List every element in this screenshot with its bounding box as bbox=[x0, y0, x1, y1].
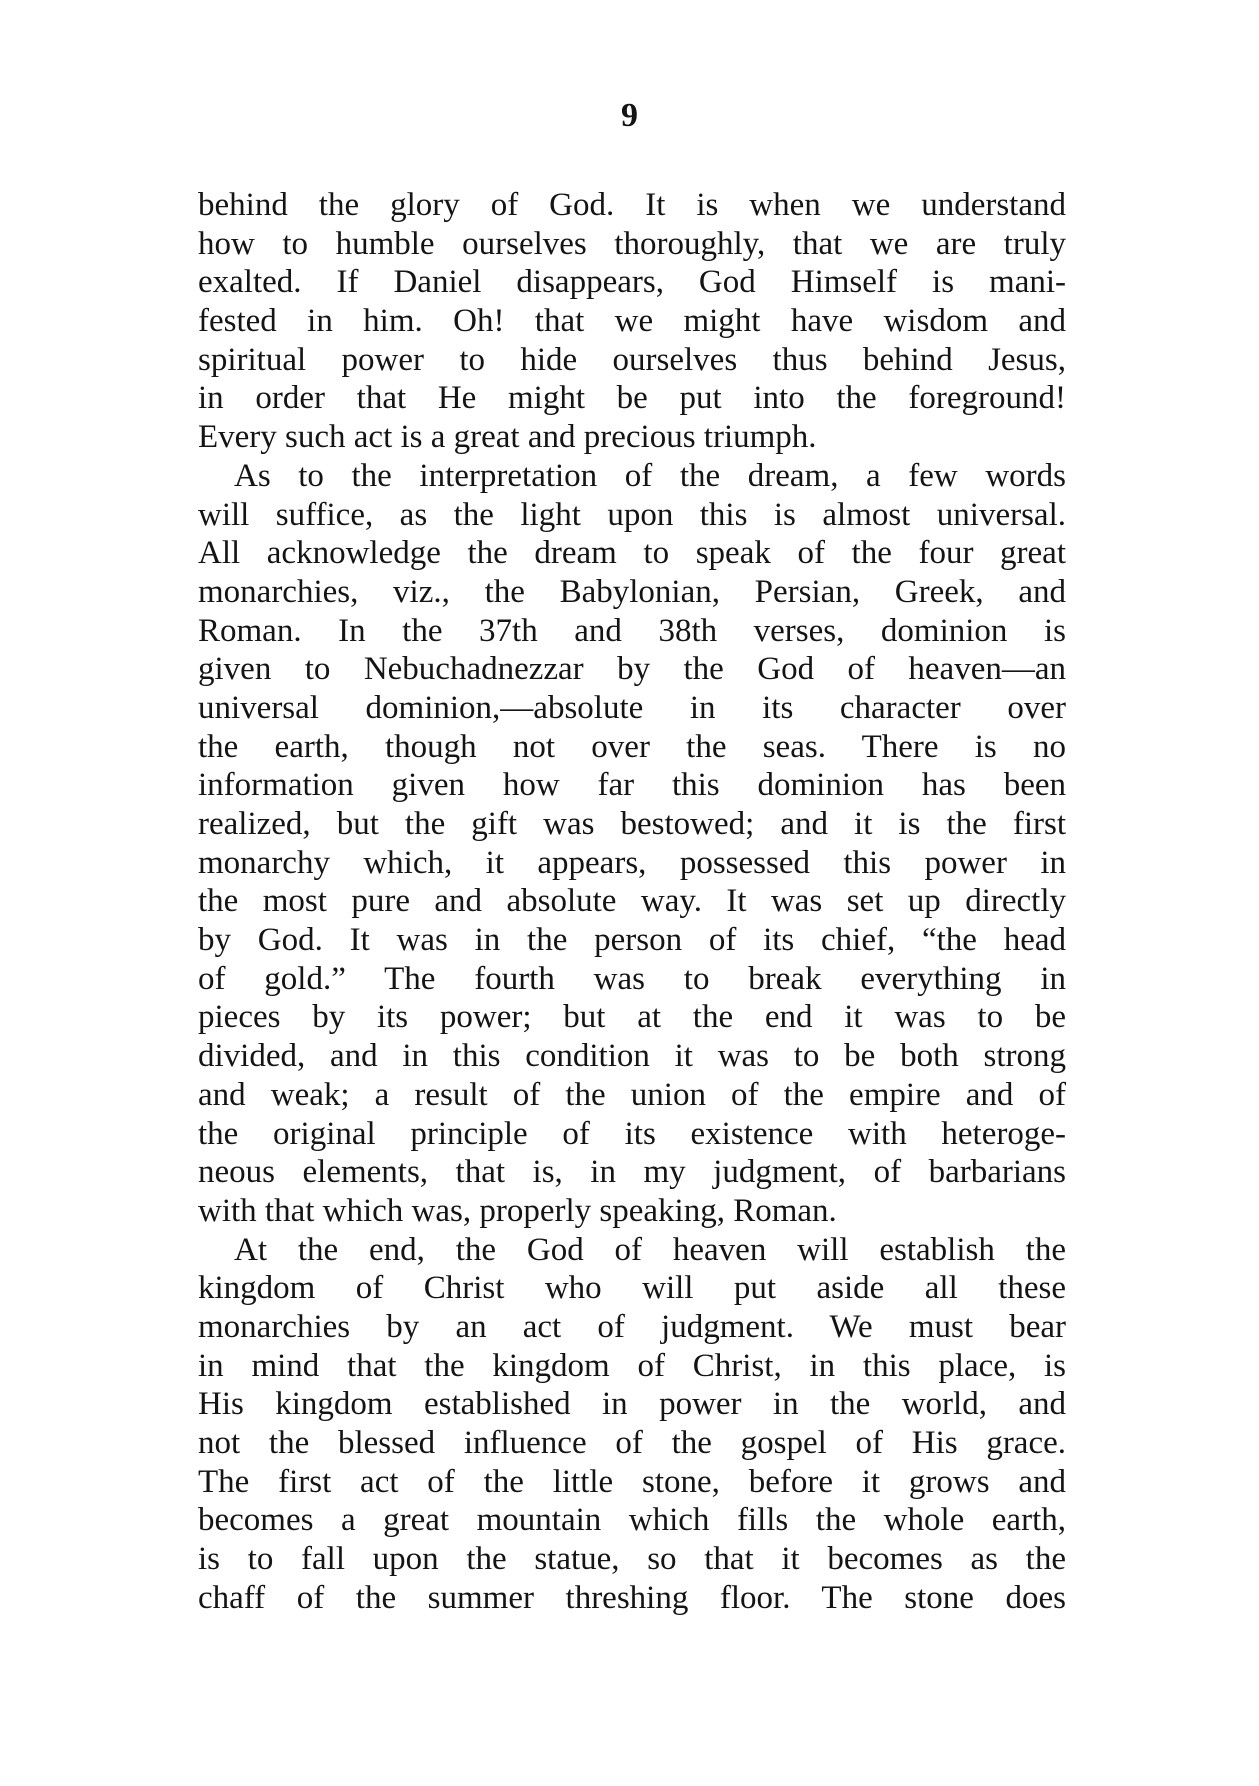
text-line: divided, and in this condition it was to be both strong bbox=[198, 1038, 1066, 1075]
text-line: universal dominion,—absolute in its character over bbox=[198, 689, 1066, 726]
text-line: by God. It was in the person of its chief, “the head bbox=[198, 922, 1066, 959]
text-line: All acknowledge the dream to speak of the four great bbox=[198, 535, 1066, 572]
text-line: is to fall upon the statue, so that it becomes as the bbox=[198, 1541, 1066, 1578]
text-line: how to humble ourselves thoroughly, that we are truly bbox=[198, 225, 1066, 262]
text-line: in order that He might be put into the foreground! bbox=[198, 380, 1066, 417]
text-line: spiritual power to hide ourselves thus behind Jesus, bbox=[198, 341, 1066, 378]
text-line: realized, but the gift was bestowed; and it is the first bbox=[198, 806, 1066, 842]
page-number: 9 bbox=[621, 97, 638, 134]
text-line: monarchies by an act of judgment. We must bear bbox=[198, 1308, 1066, 1345]
text-line: information given how far this dominion has been bbox=[198, 767, 1066, 804]
text-line: fested in him. Oh! that we might have wisdom and bbox=[198, 303, 1066, 340]
text-line: exalted. If Daniel disappears, God Himself is mani- bbox=[198, 264, 1066, 301]
text-line: with that which was, properly speaking, Roman. bbox=[198, 1192, 837, 1229]
text-line: the original principle of its existence with heteroge- bbox=[198, 1115, 1066, 1152]
text-line: will suffice, as the light upon this is almost universal. bbox=[198, 496, 1066, 533]
text-line: The first act of the little stone, before it grows and bbox=[198, 1463, 1066, 1500]
text-line: behind the glory of God. It is when we understand bbox=[198, 187, 1066, 223]
text-line: becomes a great mountain which fills the whole earth, bbox=[198, 1502, 1066, 1539]
text-line: Roman. In the 37th and 38th verses, dominion is bbox=[198, 612, 1066, 649]
text-line: and weak; a result of the union of the empire and of bbox=[198, 1076, 1066, 1113]
text-line: kingdom of Christ who will put aside all these bbox=[198, 1270, 1066, 1307]
text-line: pieces by its power; but at the end it was to be bbox=[198, 999, 1066, 1036]
text-line: monarchy which, it appears, possessed this power in bbox=[198, 844, 1066, 881]
text-line: Every such act is a great and precious triumph. bbox=[198, 419, 817, 456]
text-line: of gold.” The fourth was to break everything in bbox=[198, 960, 1066, 997]
text-line: At the end, the God of heaven will establish the bbox=[234, 1231, 1066, 1268]
text-line: monarchies, viz., the Babylonian, Persian, Greek, and bbox=[198, 573, 1066, 610]
text-line: As to the interpretation of the dream, a few words bbox=[234, 457, 1066, 494]
body-text bbox=[198, 186, 1066, 1617]
text-line: the most pure and absolute way. It was set up directly bbox=[198, 883, 1066, 920]
text-line: given to Nebuchadnezzar by the God of heaven—an bbox=[198, 651, 1066, 688]
text-line: neous elements, that is, in my judgment, of barbarians bbox=[198, 1154, 1066, 1191]
text-line: the earth, though not over the seas. There is no bbox=[198, 728, 1066, 765]
text-line: in mind that the kingdom of Christ, in this place, is bbox=[198, 1347, 1066, 1384]
text-line: not the blessed influence of the gospel of His grace. bbox=[198, 1425, 1066, 1461]
text-line: chaff of the summer threshing floor. The stone does bbox=[198, 1579, 1066, 1616]
text-line: His kingdom established in power in the world, and bbox=[198, 1386, 1066, 1423]
